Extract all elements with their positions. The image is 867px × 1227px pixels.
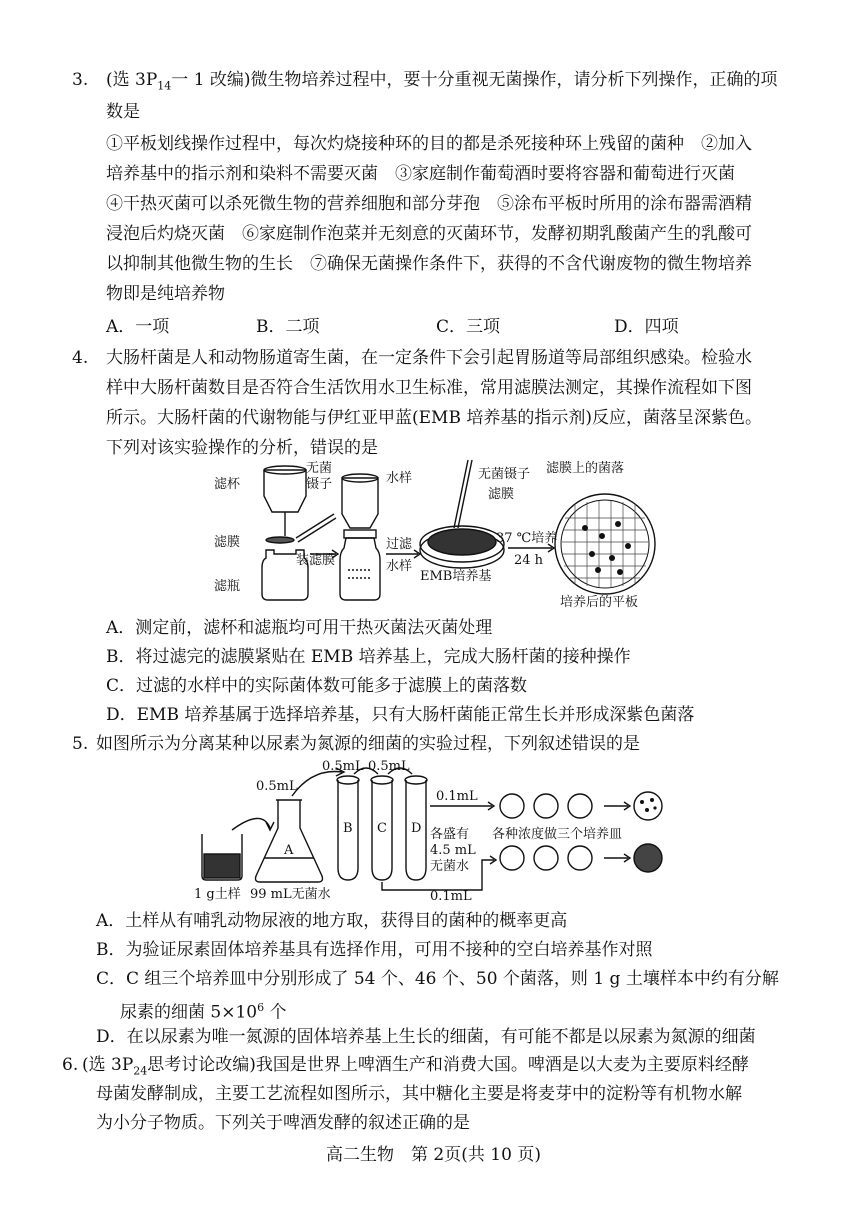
q5-dilution-diagram (192, 758, 682, 904)
q5-option-c: C．C 组三个培养皿中分别形成了 54 个、46 个、50 个菌落，则 1 g 土壤样本中约有分解 (96, 969, 779, 989)
label-filter-1: 过滤 (386, 537, 413, 552)
q4-stem-line: 所示。大肠杆菌的代谢物能与伊红亚甲蓝(EMB 培养基的指示剂)反应，菌落呈深紫色。 (106, 408, 762, 428)
label-tube-d: D (411, 821, 422, 836)
q3-option-b: B．二项 (256, 317, 320, 337)
q5-option-d: D．在以尿素为唯一氮源的固体培养基上生长的细菌，有可能不都是以尿素为氮源的细菌 (96, 1027, 756, 1047)
label-vol-plate: 0.1mL (436, 789, 478, 804)
q3-stem-rest: 一 1 改编)微生物培养过程中，要十分重视无菌操作，请分析下列操作，正确的项 (171, 70, 778, 90)
label-vol-a: 0.5mL (256, 779, 298, 794)
q3-number: 3. (72, 70, 89, 90)
q4-option-d: D．EMB 培养基属于选择培养基，只有大肠杆菌能正常生长并形成深紫色菌落 (106, 705, 695, 725)
page-footer: 高二生物 第 2页(共 10 页) (326, 1145, 541, 1165)
label-water-sample: 水样 (386, 471, 413, 486)
q4-stem-line: 下列对该实验操作的分析，错误的是 (106, 438, 378, 458)
label-culture-temp: 37 ℃培养 (496, 531, 558, 546)
label-filter-2: 水样 (386, 559, 413, 574)
q3-option-a: A．一项 (106, 317, 170, 337)
label-emb: EMB培养基 (420, 569, 492, 584)
q3-item-line: 物即是纯培养物 (106, 284, 225, 304)
label-each-2: 4.5 mL (430, 843, 476, 858)
label-flask: 滤瓶 (214, 579, 241, 594)
q3-item-line: 浸泡后灼烧灭菌 ⑥家庭制作泡菜并无刻意的灭菌环节，发酵初期乳酸菌产生的乳酸可 (106, 224, 752, 244)
label-tweezers-right: 无菌镊子 (478, 467, 531, 482)
q3-stem-line1 (106, 69, 778, 97)
q3-item-line: ④干热灭菌可以杀死微生物的营养细胞和部分芽孢 ⑤涂布平板时所用的涂布器需酒精 (106, 194, 752, 214)
q5-option-c-cont (120, 997, 287, 1024)
q3-option-c: C．三项 (436, 317, 501, 337)
label-tweezers-1: 无菌 (306, 461, 333, 476)
q5-option-b: B．为验证尿素固体培养基具有选择作用，可用不接种的空白培养基作对照 (96, 940, 653, 960)
q5-option-c-cont-text: 尿素的细菌 5×10 (120, 1002, 258, 1023)
label-membrane: 滤膜 (214, 535, 241, 550)
q5-option-c-exponent: 6 (257, 1001, 265, 1014)
q3-item-line: 培养基中的指示剂和染料不需要灭菌 ③家庭制作葡萄酒时要将容器和葡萄进行灭菌 (106, 164, 735, 184)
q6-stem-rest: 思考讨论改编)我国是世界上啤酒生产和消费大国。啤酒是以大麦为主要原料经酵 (147, 1055, 749, 1075)
label-tweezers-2: 镊子 (306, 477, 333, 492)
q4-option-a: A．测定前，滤杯和滤瓶均可用干热灭菌法灭菌处理 (106, 618, 493, 638)
q3-item-line: ①平板划线操作过程中，每次灼烧接种环的目的都是杀死接种环上残留的菌种 ②加入 (106, 134, 752, 154)
q3-item-line: 以抑制其他微生物的生长 ⑦确保无菌操作条件下，获得的不含代谢废物的微生物培养 (106, 254, 752, 274)
label-soil: 1 g土样 (194, 887, 241, 902)
label-tube-c: C (377, 821, 387, 836)
q4-stem-line: 大肠杆菌是人和动物肠道寄生菌，在一定条件下会引起胃肠道等局部组织感染。检验水 (106, 348, 752, 368)
label-water: 99 mL无菌水 (250, 887, 331, 902)
q6-stem-prefix: (选 3P (82, 1055, 134, 1075)
q6-stem-sub: 24 (133, 1064, 148, 1078)
q6-stem-line1 (82, 1054, 749, 1082)
q5-stem: 如图所示为分离某种以尿素为氮源的细菌的实验过程，下列叙述错误的是 (96, 734, 640, 754)
label-plates-note: 各种浓度做三个培养皿 (492, 827, 623, 842)
label-each-3: 无菌水 (430, 859, 470, 874)
q6-stem-line: 为小分子物质。下列关于啤酒发酵的叙述正确的是 (96, 1113, 470, 1133)
label-plate-after: 培养后的平板 (560, 595, 639, 610)
q5-number: 5. (72, 734, 89, 754)
label-vol-b: 0.5mL (322, 759, 364, 774)
label-install-membrane: 装滤膜 (296, 553, 336, 568)
q3-stem-prefix: (选 3P (106, 70, 158, 90)
label-colonies: 滤膜上的菌落 (546, 461, 625, 476)
q6-number: 6. (62, 1055, 79, 1075)
q3-stem-sub: 14 (157, 79, 172, 93)
q5-option-c-unit: 个 (264, 1002, 287, 1023)
q5-option-a: A．土样从有哺乳动物尿液的地方取，获得目的菌种的概率更高 (96, 911, 568, 931)
filter-cup-shape (264, 470, 306, 512)
q4-number: 4. (72, 348, 89, 368)
q4-option-b: B．将过滤完的滤膜紧贴在 EMB 培养基上，完成大肠杆菌的接种操作 (106, 647, 631, 667)
label-each-1: 各盛有 (430, 827, 470, 842)
q3-stem-line2: 数是 (106, 102, 140, 122)
label-membrane-right: 滤膜 (488, 487, 515, 502)
label-flask-a: A (284, 843, 294, 858)
q4-stem-line: 样中大肠杆菌数目是否符合生活饮用水卫生标准，常用滤膜法测定，其操作流程如下图 (106, 378, 752, 398)
q3-option-d: D．四项 (614, 317, 679, 337)
label-tube-b: B (343, 821, 353, 836)
label-vol-plate-2: 0.1mL (430, 889, 472, 904)
q6-stem-line: 母菌发酵制成，主要工艺流程如图所示，其中糖化主要是将麦芽中的淀粉等有机物水解 (96, 1084, 742, 1104)
q4-option-c: C．过滤的水样中的实际菌体数可能多于滤膜上的菌落数 (106, 676, 528, 696)
label-filter-cup: 滤杯 (214, 477, 241, 492)
label-culture-time: 24 h (514, 553, 544, 568)
q4-filtration-diagram (200, 458, 670, 610)
label-vol-c: 0.5mL (368, 759, 410, 774)
